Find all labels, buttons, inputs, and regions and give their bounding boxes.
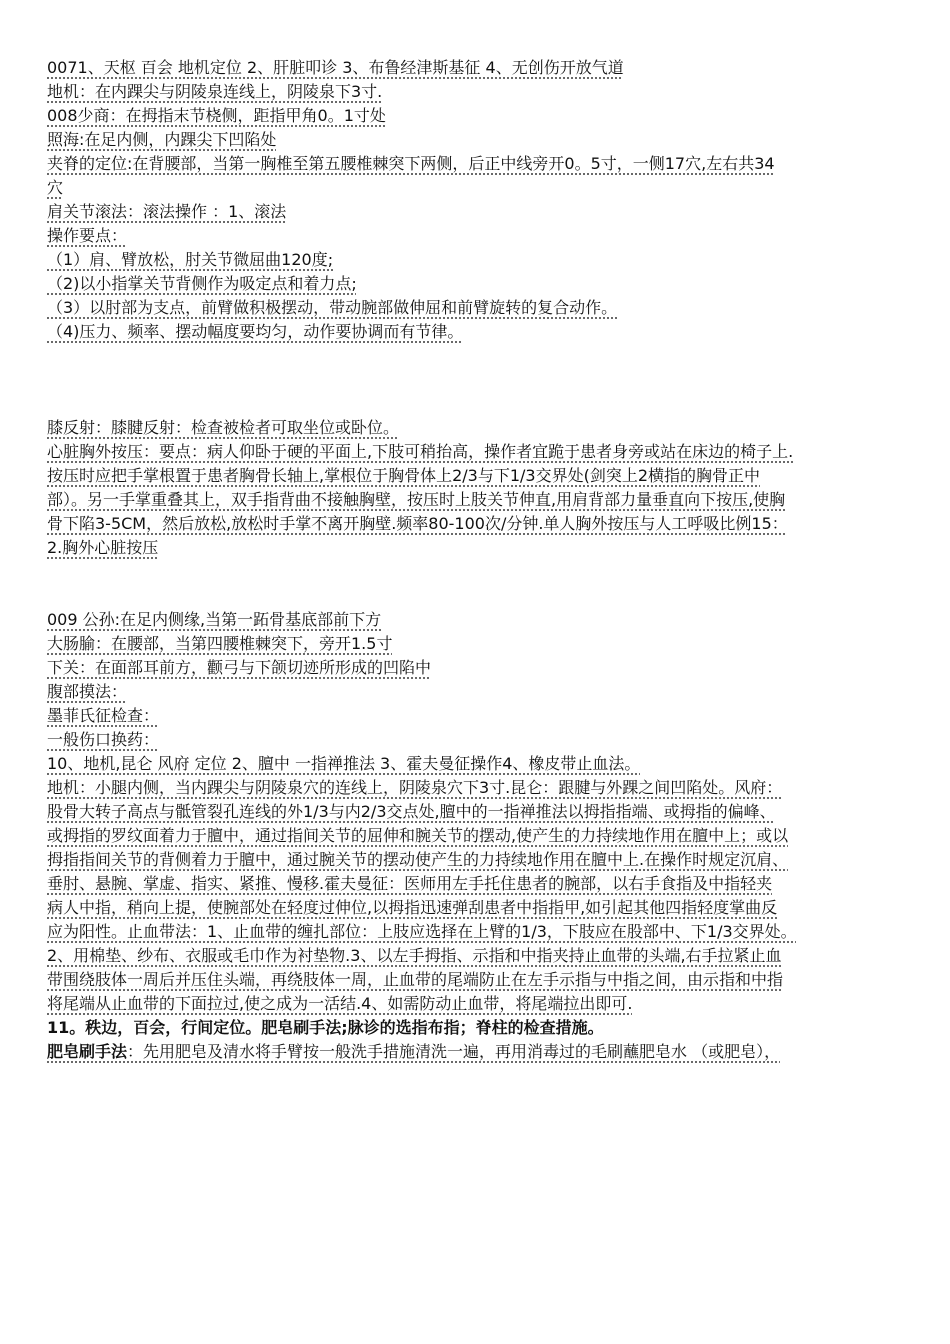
text-line: 下关：在面部耳前方，颧弓与下颌切迹所形成的凹陷中 bbox=[47, 658, 432, 677]
spacer bbox=[47, 392, 909, 416]
text-line: （3）以肘部为支点，前臂做积极摆动，带动腕部做伸屈和前臂旋转的复合动作。 bbox=[47, 298, 618, 317]
text-line: 骨下陷3-5CM，然后放松,放松时手掌不离开胸壁.频率80-100次/分钟.单人胸外按压与人工呼吸比例15： bbox=[47, 514, 788, 533]
text-line: 将尾端从止血带的下面拉过,使之成为一活结.4、如需防动止血带，将尾端拉出即可. bbox=[47, 994, 633, 1013]
text-line: 0071、天枢 百会 地机定位 2、肝脏叩诊 3、布鲁经津斯基征 4、无创伤开放气道 bbox=[47, 58, 624, 77]
text-line: （4)压力、频率、摆动幅度要均匀，动作要协调而有节律。 bbox=[47, 322, 464, 341]
soap-scrub-text: ：先用肥皂及清水将手臂按一般洗手措施清洗一遍，再用消毒过的毛刷蘸肥皂水 （或肥皂）， bbox=[127, 1042, 781, 1061]
text-line: 穴 bbox=[47, 178, 64, 197]
section-acupoints-1 bbox=[47, 56, 909, 344]
text-line: 照海:在足内侧，内踝尖下凹陷处 bbox=[47, 130, 277, 149]
text-line: 操作要点： bbox=[47, 226, 128, 245]
text-line: 地机：在内踝尖与阴陵泉连线上，阴陵泉下3寸. bbox=[47, 82, 383, 101]
text-line: 008少商：在拇指末节桡侧，距指甲角0。1寸处 bbox=[47, 106, 386, 125]
text-line: 2.胸外心脏按压 bbox=[47, 538, 159, 557]
text-line: 病人中指，稍向上提，使腕部处在轻度过伸位,以拇指迅速弹刮患者中指指甲,如引起其他四指轻度掌曲反 bbox=[47, 898, 778, 917]
text-line: 肩关节滚法：滚法操作 ：1、滚法 bbox=[47, 202, 287, 221]
document-body bbox=[47, 56, 909, 1064]
text-line: （1）肩、臂放松，肘关节微屈曲120度; bbox=[47, 250, 334, 269]
section-acupoints-2 bbox=[47, 608, 909, 1016]
text-line: 夹脊的定位:在背腰部，当第一胸椎至第五腰椎棘突下两侧，后正中线旁开0。5寸，一侧17穴,左右共34 bbox=[47, 154, 775, 173]
soap-scrub-label: 肥皂刷手法 bbox=[47, 1042, 128, 1061]
spacer bbox=[47, 560, 909, 608]
text-line: 地机：小腿内侧，当内踝尖与阴陵泉穴的连线上，阴陵泉穴下3寸.昆仑：跟腱与外踝之间凹陷处。风府： bbox=[47, 778, 783, 797]
section-reflex-cpr bbox=[47, 416, 909, 560]
text-line: 股骨大转子高点与骶管裂孔连线的外1/3与内2/3交点处,膻中的一指禅推法以拇指指端、或拇指的偏峰、 bbox=[47, 802, 776, 821]
text-line: 或拇指的罗纹面着力于膻中，通过指间关节的屈伸和腕关节的摆动,使产生的力持续地作用在膻中上；或以 bbox=[47, 826, 789, 845]
text-line: 大肠腧：在腰部，当第四腰椎棘突下，旁开1.5寸 bbox=[47, 634, 393, 653]
heading-item-11: 11。秩边，百会，行间定位。肥皂刷手法;脉诊的选指布指；脊柱的检查措施。 bbox=[47, 1018, 604, 1037]
text-line: 10、地机,昆仑 风府 定位 2、膻中 一指禅推法 3、霍夫曼征操作4、橡皮带止血法。 bbox=[47, 754, 641, 773]
text-line: 按压时应把手掌根置于患者胸骨长轴上,掌根位于胸骨体上2/3与下1/3交界处(剑突上2横指的胸骨正中 bbox=[47, 466, 761, 485]
text-line: 垂肘、悬腕、掌虚、指实、紧推、慢移.霍夫曼征：医师用左手托住患者的腕部，以右手食指及中指轻夹 bbox=[47, 874, 773, 893]
text-line: 一般伤口换药： bbox=[47, 730, 160, 749]
text-line: 部）。另一手掌重叠其上，双手指背曲不接触胸壁，按压时上肢关节伸直,用肩背部力量垂直向下按压,使胸 bbox=[47, 490, 786, 509]
spacer bbox=[47, 344, 909, 392]
text-line: 膝反射：膝腱反射：检查被检者可取坐位或卧位。 bbox=[47, 418, 400, 437]
text-line: 应为阳性。止血带法：1、止血带的缠扎部位：上肢应选择在上臂的1/3，下肢应在股部中、下1/3交界处。 bbox=[47, 922, 797, 941]
soap-scrub-line bbox=[47, 1040, 909, 1064]
text-line: （2)以小指掌关节背侧作为吸定点和着力点; bbox=[47, 274, 357, 293]
text-line: 拇指指间关节的背侧着力于膻中，通过腕关节的摆动使产生的力持续地作用在膻中上.在操作时规定沉肩、 bbox=[47, 850, 789, 869]
text-line: 2、用棉垫、纱布、衣服或毛巾作为衬垫物.3、以左手拇指、示指和中指夹持止血带的头端,右手拉紧止血 bbox=[47, 946, 782, 965]
text-line: 墨菲氏征检查： bbox=[47, 706, 160, 725]
text-line: 009 公孙:在足内侧缘,当第一跖骨基底部前下方 bbox=[47, 610, 382, 629]
text-line: 心脏胸外按压：要点：病人仰卧于硬的平面上,下肢可稍抬高，操作者宜跪于患者身旁或站在床边的椅子上. bbox=[47, 442, 794, 461]
text-line: 腹部摸法： bbox=[47, 682, 128, 701]
text-line: 带围绕肢体一周后并压住头端，再绕肢体一周，止血带的尾端防止在左手示指与中指之间，由示指和中指 bbox=[47, 970, 784, 989]
